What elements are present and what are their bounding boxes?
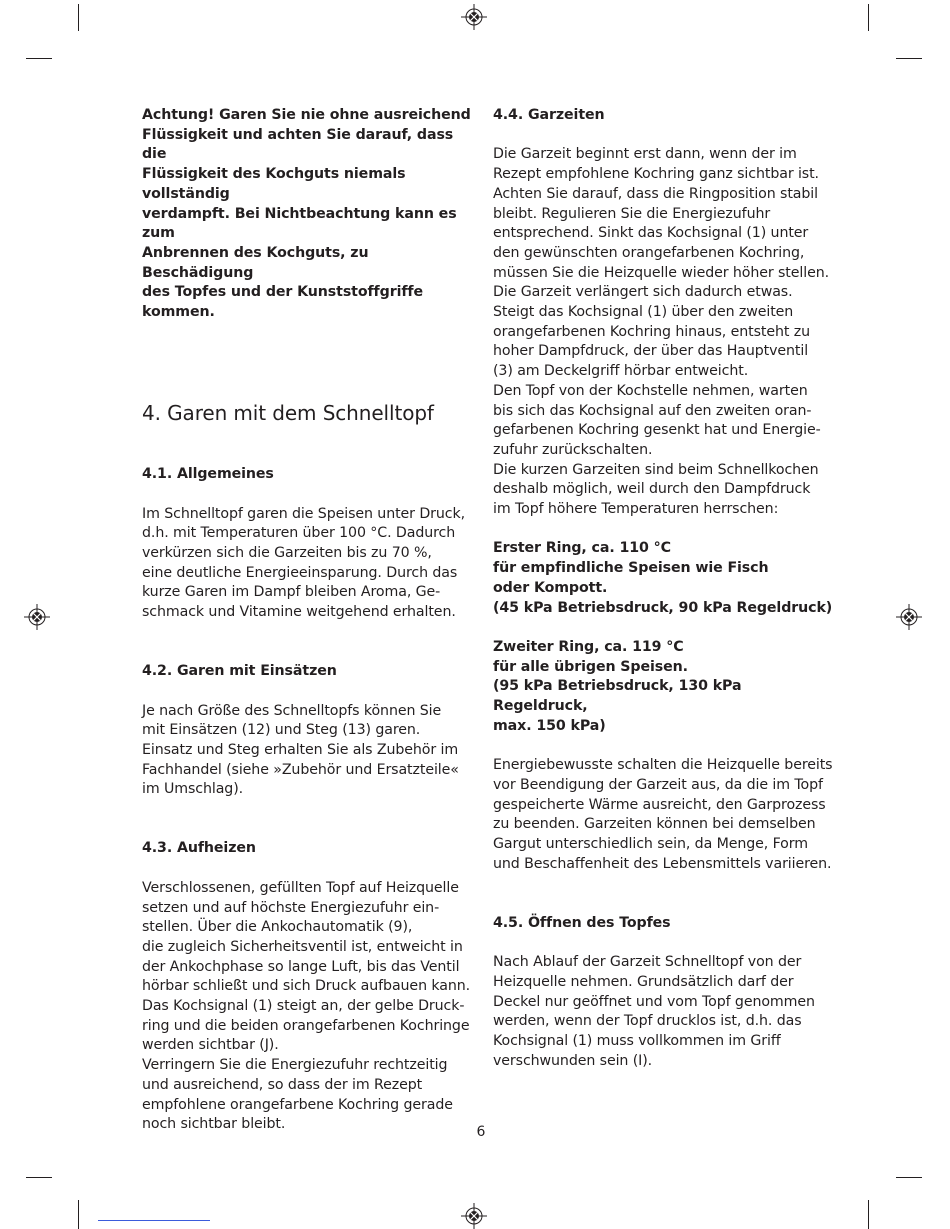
section-heading-4-5: 4.5. Öffnen des Topfes (493, 914, 671, 931)
registration-mark-icon (896, 604, 922, 630)
left-column (142, 106, 477, 1135)
registration-mark-icon (24, 604, 50, 630)
section-heading-4-2: 4.2. Garen mit Einsätzen (142, 663, 337, 680)
crop-mark (26, 1177, 52, 1178)
warning-paragraph: Achtung! Garen Sie nie ohne ausreichend Flüssigkeit und achten Sie darauf, dass die Flüssigkeit des Kochguts niemals vollständig verdampft. Bei Nichtbeachtung kann es zum Anbrennen des Kochguts, zu Beschädigung des Topfes und der Kunststoffgriffe kommen. (142, 107, 471, 321)
first-ring-info: Erster Ring, ca. 110 °C für empfindliche Speisen wie Fisch oder Kompott. (45 kPa Betriebsdruck, 90 kPa Regeldruck) (493, 540, 833, 616)
crop-mark (78, 1200, 79, 1229)
crop-mark (26, 58, 52, 59)
section-text-4-4: Die Garzeit beginnt erst dann, wenn der im Rezept empfohlene Kochring ganz sichtbar ist. Achten Sie darauf, dass die Ringposition stabil bleibt. Regulieren Sie die Energiezufuhr entsprechend. Sinkt das Kochsignal (1) unter den gewünschten orangefarbenen Kochring, müssen Sie die Heizquelle wieder höher stellen. Die Garzeit verlängert sich dadurch etwas. Steigt das Kochsignal (1) über den zweiten orangefarbenen Kochring hinaus, entsteht zu hoher Dampfdruck, der über das Hauptventil (3) am Deckelgriff hörbar entweicht. Den Topf von der Kochstelle nehmen, warten bis sich das Kochsignal auf den zweiten oran- gefarbenen Kochring gesenkt hat und Energie- zufuhr zurückschalten. Die kurzen Garzeiten sind beim Schnellkochen deshalb möglich, weil durch den Dampfdruck im Topf höhere Temperaturen herrschen: (493, 146, 830, 518)
chapter-title: 4. Garen mit dem Schnelltopf (142, 400, 434, 425)
section-heading-4-1: 4.1. Allgemeines (142, 466, 274, 483)
crop-mark (868, 1200, 869, 1229)
crop-mark (896, 58, 922, 59)
link-underline (98, 1220, 210, 1221)
second-ring-info: Zweiter Ring, ca. 119 °C für alle übrigen Speisen. (95 kPa Betriebsdruck, 130 kPa Regeldruck, max. 150 kPa) (493, 638, 742, 734)
energy-saving-paragraph: Energiebewusste schalten die Heizquelle bereits vor Beendigung der Garzeit aus, da die im Topf gespeicherte Wärme ausreicht, den Garprozess zu beenden. Garzeiten können bei demselben Gargut unterschiedlich sein, da Menge, Form und Beschaffenheit des Lebensmittels variieren. (493, 757, 833, 872)
section-heading-4-4: 4.4. Garzeiten (493, 107, 605, 123)
section-heading-4-3: 4.3. Aufheizen (142, 840, 256, 857)
section-text-4-5: Nach Ablauf der Garzeit Schnelltopf von der Heizquelle nehmen. Grundsätzlich darf der Deckel nur geöffnet und vom Topf genommen werden, wenn der Topf drucklos ist, d.h. das Kochsignal (1) muss vollkommen im Griff verschwunden sein (I). (493, 954, 815, 1069)
registration-mark-icon (461, 1203, 487, 1229)
section-text-4-1: Im Schnelltopf garen die Speisen unter Druck, d.h. mit Temperaturen über 100 °C. Dadurch verkürzen sich die Garzeiten bis zu 70 %, eine deutliche Energieeinsparung. Durch das kurze Garen im Dampf bleiben Aroma, Ge- schmack und Vitamine weitgehend erhalten. (142, 505, 466, 621)
page-number: 6 (476, 1124, 486, 1140)
section-text-4-2: Je nach Größe des Schnelltopfs können Sie mit Einsätzen (12) und Steg (13) garen. Einsatz und Steg erhalten Sie als Zubehör im Fachhandel (siehe »Zubehör und Ersatzteile« im Umschlag). (142, 702, 459, 798)
right-column (493, 106, 833, 1071)
crop-mark (868, 4, 869, 31)
crop-mark (896, 1177, 922, 1178)
registration-mark-icon (461, 4, 487, 30)
section-text-4-3: Verschlossenen, gefüllten Topf auf Heizquelle setzen und auf höchste Energiezufuhr ein- stellen. Über die Ankochautomatik (9), die zugleich Sicherheitsventil ist, entweicht in der Ankochphase so lange Luft, bis das Ventil hörbar schließt und sich Druck aufbauen kann. Das Kochsignal (1) steigt an, der gelbe Druck- ring und die beiden orangefarbenen Kochringe werden sichtbar (J). Verringern Sie die Energiezufuhr rechtzeitig und ausreichend, so dass der im Rezept empfohlene orangefarbene Kochring gerade noch sichtbar bleibt. (142, 879, 471, 1133)
crop-mark (78, 4, 79, 31)
